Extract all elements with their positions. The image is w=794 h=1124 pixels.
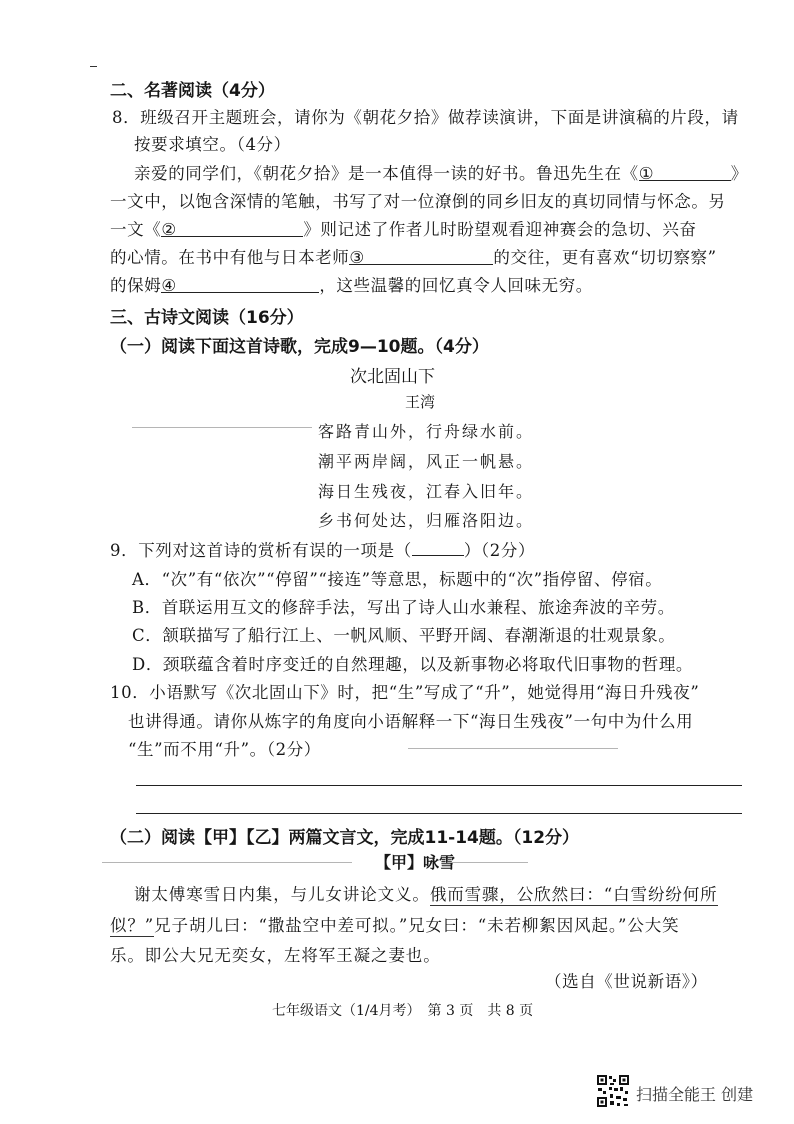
poem-author: 王湾 <box>405 393 436 411</box>
speech-line-5 <box>110 272 593 296</box>
passage-jia-title: 【甲】咏雪 <box>375 853 456 872</box>
blank-3[interactable] <box>349 248 493 265</box>
poem-line: 海日生残夜，江春入旧年。 <box>318 482 535 501</box>
scan-artifact <box>132 427 312 428</box>
part-1-heading: （一）阅读下面这首诗歌，完成9—10题。（4分） <box>110 337 489 357</box>
speech-text: 》则记述了作者儿时盼望观看迎神赛会的急切、兴奋 <box>303 220 697 239</box>
scan-mark <box>90 66 97 67</box>
speech-text: 》 <box>730 164 748 183</box>
scanner-watermark: 扫描全能王 创建 <box>636 1085 754 1104</box>
scan-artifact <box>408 748 618 749</box>
passage-text: 谢太傅寒雪日内集，与儿女讲论文义。 <box>134 885 430 904</box>
qr-code-icon <box>596 1074 630 1108</box>
option-c: C．颔联描写了船行江上、一帆风顺、平野开阔、春潮渐退的壮观景象。 <box>132 626 676 645</box>
answer-line[interactable] <box>136 785 742 786</box>
section-heading-2: 二、名著阅读（4分） <box>110 81 275 101</box>
speech-line-1 <box>134 160 748 184</box>
speech-text: 的保姆 <box>110 276 162 295</box>
option-d: D．颈联蕴含着时序变迁的自然理趣，以及新事物必将取代旧事物的哲理。 <box>132 655 694 674</box>
speech-text: 亲爱的同学们，《朝花夕拾》是一本值得一读的好书。鲁迅先生在《 <box>134 164 639 183</box>
speech-text: ，这些温馨的回忆真令人回味无穷。 <box>319 276 593 295</box>
passage-text: 兄子胡儿曰：“撒盐空中差可拟。”兄女曰：“未若柳絮因风起。”公大笑 <box>154 916 680 935</box>
question-text: ）（2分） <box>463 541 536 560</box>
passage-jia-line: 乐。即公大兄无奕女，左将军王凝之妻也。 <box>110 946 441 965</box>
underlined-sentence: 似？” <box>110 916 155 935</box>
answer-blank-9[interactable] <box>412 539 464 556</box>
blank-marker: ③ <box>349 248 365 267</box>
section-heading-3: 三、古诗文阅读（16分） <box>110 308 304 328</box>
scan-artifact <box>102 862 352 863</box>
passage-jia-line <box>134 881 718 905</box>
scan-artifact <box>448 862 528 863</box>
speech-line-3 <box>110 216 697 240</box>
poem-title: 次北固山下 <box>350 367 435 387</box>
option-b: B．首联运用互文的修辞手法，写出了诗人山水兼程、旅途奔波的辛劳。 <box>132 598 675 617</box>
poem-line: 客路青山外，行舟绿水前。 <box>318 422 535 441</box>
blank-1[interactable] <box>639 164 731 181</box>
speech-text: 的心情。在书中有他与日本老师 <box>110 248 350 267</box>
blank-marker: ② <box>161 220 177 239</box>
passage-source: （选自《世说新语》） <box>545 972 708 991</box>
answer-line[interactable] <box>136 813 742 814</box>
blank-4[interactable] <box>161 276 319 293</box>
blank-marker: ① <box>638 164 655 183</box>
question-10-stem-cont: “生”而不用“升”。（2分） <box>128 740 321 759</box>
part-2-heading: （二）阅读【甲】【乙】两篇文言文，完成11-14题。（12分） <box>110 828 580 848</box>
speech-line-2: 一文中，以饱含深情的笔触，书写了对一位潦倒的同乡旧友的真切同情与怀念。另 <box>110 192 726 211</box>
speech-line-4 <box>110 244 717 268</box>
poem-line: 乡书何处达，归雁洛阳边。 <box>318 511 535 530</box>
option-a: A．“次”有“依次”“停留”“接连”等意思，标题中的“次”指停留、停宿。 <box>132 570 663 589</box>
question-8-stem-cont: 按要求填空。（4分） <box>134 135 291 154</box>
speech-text: 的交往，更有喜欢“切切察察” <box>493 248 717 267</box>
blank-marker: ④ <box>161 276 177 295</box>
question-8-stem: 8．班级召开主题班会，请你为《朝花夕拾》做荐读演讲，下面是讲演稿的片段，请 <box>112 108 739 127</box>
question-9-stem <box>110 537 535 561</box>
speech-text: 一文《 <box>110 220 162 239</box>
question-text: 9．下列对这首诗的赏析有误的一项是（ <box>110 541 412 560</box>
question-10-stem: 10．小语默写《次北固山下》时，把“生”写成了“升”，她觉得用“海日升残夜” <box>110 683 700 702</box>
passage-jia-line <box>110 912 680 936</box>
page-footer: 七年级语文（1/4月考） 第 3 页 共 8 页 <box>272 1003 534 1019</box>
underlined-sentence: 俄而雪骤，公欣然曰：“白雪纷纷何所 <box>429 885 718 904</box>
blank-2[interactable] <box>161 220 303 237</box>
question-10-stem-cont: 也讲得通。请你从炼字的角度向小语解释一下“海日生残夜”一句中为什么用 <box>128 712 694 731</box>
poem-line: 潮平两岸阔，风正一帆悬。 <box>318 452 535 471</box>
